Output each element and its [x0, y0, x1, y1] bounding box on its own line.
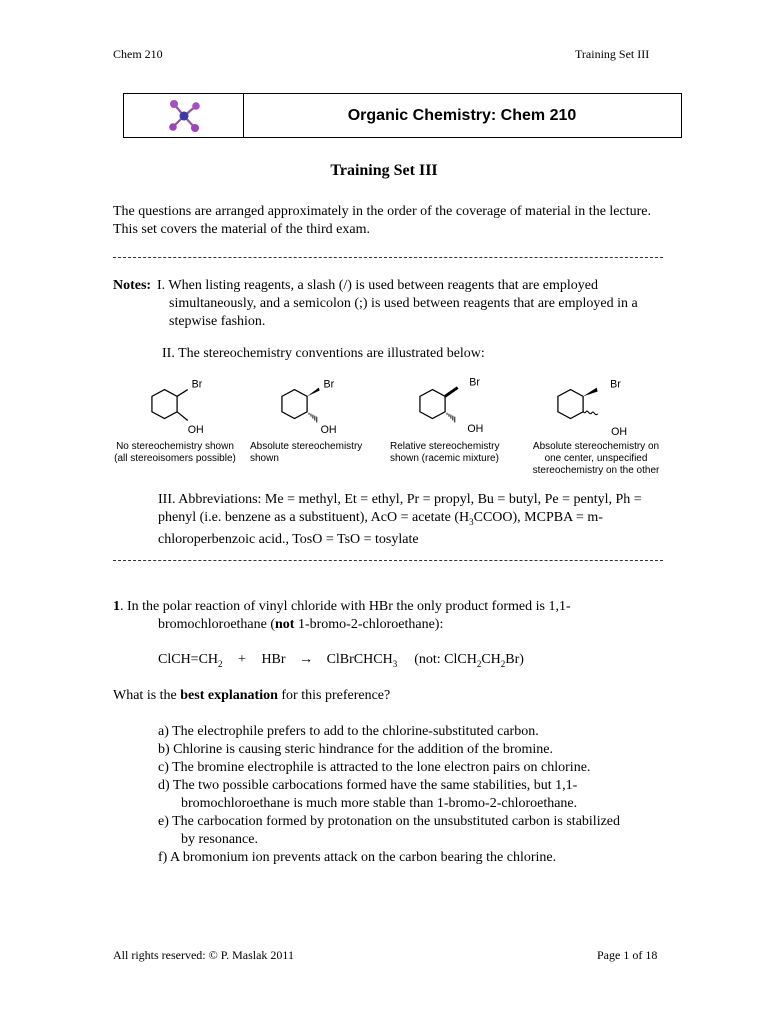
- question-number: 1: [113, 599, 120, 614]
- answer-options: [158, 723, 668, 867]
- oh-label: OH: [611, 426, 628, 436]
- footer-page-number: Page 1 of 18: [597, 948, 658, 962]
- notes-item-2: II. The stereochemistry conventions are illustrated below:: [162, 346, 485, 361]
- option-d-continued: bromochloroethane is much more stable than 1-bromo-2-chloroethane.: [181, 796, 578, 811]
- logo-cell: [124, 94, 244, 137]
- question-1: 1. In the polar reaction of vinyl chloride with HBr the only product formed is 1,1- bromochloroethane (not 1-bromo-2-chloroethane):: [113, 599, 571, 632]
- br-label: Br: [469, 376, 480, 389]
- question-prompt: What is the best explanation for this preference?: [113, 688, 391, 703]
- structure-no-stereo: [110, 376, 250, 441]
- structure-relative: [378, 376, 518, 441]
- oh-label: OH: [320, 424, 337, 436]
- caption-absolute: Absolute stereochemistry shown: [250, 441, 363, 464]
- dashed-divider: [113, 257, 663, 258]
- abbreviations: III. Abbreviations: Me = methyl, Et = ethyl, Pr = propyl, Bu = butyl, Pe = pentyl, Ph = phenyl (i.e. benzene as a substituent), AcO = acetate $(H_3CCOO)$, MCPBA = m- chloroperbenzoic acid., TosO = TsO = tosylate: [158, 492, 642, 547]
- option-a[interactable]: a) The electrophile prefers to add to the chlorine-substituted carbon.: [158, 724, 539, 739]
- molecule-icon: [124, 94, 243, 137]
- caption-no-stereo: No stereochemistry shown (all stereoisomers possible): [114, 441, 236, 464]
- footer-copyright: All rights reserved: © P. Maslak 2011: [113, 948, 294, 962]
- br-label: Br: [610, 378, 621, 391]
- reaction-equation: $ClCH=CH_2$ + HBr → ClBrCHCH$_3$ (not: $ClCH_2CH_2Br$): [158, 652, 524, 669]
- structure-partial: [516, 376, 656, 441]
- oh-label: OH: [187, 424, 204, 436]
- option-f[interactable]: f) A bromonium ion prevents attack on the carbon bearing the chlorine.: [158, 850, 557, 865]
- br-label: Br: [191, 378, 203, 391]
- option-e-continued: by resonance.: [181, 832, 258, 847]
- structure-absolute: [240, 376, 380, 441]
- intro-paragraph: The questions are arranged approximately in the order of the coverage of material in the lecture. This set covers the material of the third exam.: [113, 204, 651, 237]
- oh-label: OH: [467, 423, 484, 436]
- br-label: Br: [323, 378, 335, 391]
- page-title: Training Set III: [330, 162, 438, 179]
- option-c[interactable]: c) The bromine electrophile is attracted to the lone electron pairs on chlorine.: [158, 760, 591, 775]
- dashed-divider: [113, 560, 663, 561]
- option-d[interactable]: d) The two possible carbocations formed have the same stabilities, but 1,1-: [158, 778, 578, 793]
- notes-label: Notes:: [113, 278, 152, 293]
- header-set: Training Set III: [575, 47, 650, 61]
- title-banner: [123, 93, 682, 138]
- option-e[interactable]: e) The carbocation formed by protonation on the unsubstituted carbon is stabilized: [158, 814, 621, 829]
- option-b[interactable]: b) Chlorine is causing steric hindrance for the addition of the bromine.: [158, 742, 554, 757]
- header-course: Chem 210: [113, 47, 163, 61]
- caption-partial: Absolute stereochemistry on one center, unspecified stereochemistry on the other: [532, 441, 660, 476]
- caption-relative: Relative stereochemistry shown (racemic mixture): [390, 441, 500, 464]
- arrow-icon: →: [299, 652, 314, 667]
- banner-title: Organic Chemistry: Chem 210: [347, 107, 577, 124]
- notes-item-1: I. When listing reagents, a slash (/) is used between reagents that are employed simultaneously, and a semicolon (;) is used between reagents that are employed in a stepwise fashion.: [157, 278, 638, 329]
